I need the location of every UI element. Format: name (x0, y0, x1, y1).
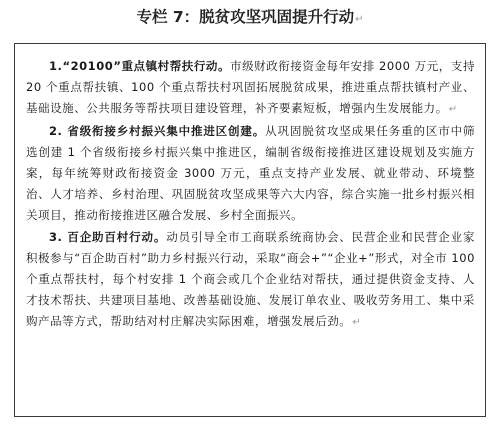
item-1-body: 市级财政衔接资金每年安排 2000 万元，支持 20 个重点帮扶镇、100 个重点帮扶村巩固拓展脱贫成果，推进重点帮扶镇村产业、基础设施、公共服务等帮扶项目建设管理，补齐要素短板，增强内生发展能力。 (26, 59, 475, 116)
item-1 (26, 56, 475, 121)
box-title (0, 7, 500, 30)
paragraph-mark-icon: ↵ (448, 104, 458, 116)
item-1-heading: 1.“20100”重点镇村帮扶行动。 (49, 59, 231, 73)
paragraph-mark-icon: ↵ (352, 317, 361, 329)
item-2-body: 从巩固脱贫攻坚成果任务重的区市中筛选创建 1 个省级衔接乡村振兴集中推进区，编制省级衔接推进区建设规划及实施方案，每年统筹财政衔接资金 3000 万元，重点支持产业发展、就业带动、环境整治、人才培养、乡村治理、巩固脱贫攻坚成果等六大内容，综合实施一批乡村振兴相关项目，推动衔接推进区融合发展、乡村全面振兴。 (26, 123, 475, 223)
paragraph-mark-icon: ↵ (355, 14, 364, 25)
box-title-text: 专栏 7：脱贫攻坚巩固提升行动 (136, 8, 355, 26)
content-box (14, 43, 486, 417)
item-3-heading: 3. 百企助百村行动。 (49, 229, 167, 244)
item-3-body: 动员引导全市工商联系统商协会、民营企业和民营企业家积极参与“百企助百村”助力乡村振兴行动，采取“商会+”“企业+”形式，对全市 100 个重点帮扶村，每个村安排 1 个商会或几个企业结对帮扶，通过提供资金支持、人才技术帮扶、共建项目基地、改善基础设施、发展订单农业、吸收劳务用工、集中采购产品等方式，帮助结对村庄解决实际困难，增强发展后劲。 (26, 229, 475, 329)
item-2-heading: 2. 省级衔接乡村振兴集中推进区创建。 (49, 123, 266, 138)
item-2 (26, 121, 475, 227)
item-3 (26, 227, 475, 334)
